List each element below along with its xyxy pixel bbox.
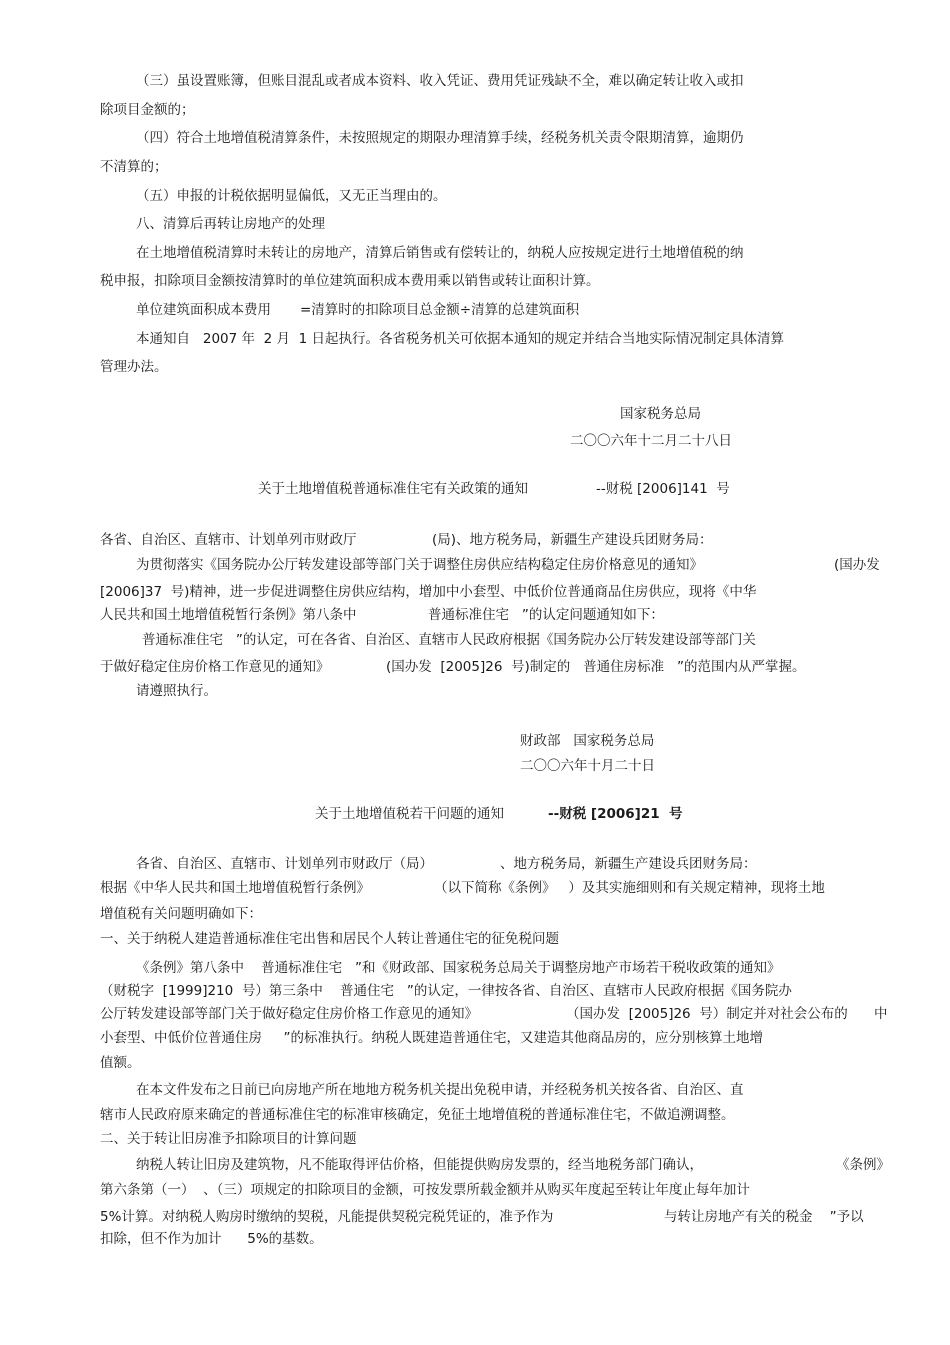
notice2-body1-d: 人民共和国土地增值税暂行条例》第八条中	[100, 607, 357, 623]
section2-p1-f: 扣除，但不作为加计 5%的基数。	[100, 1231, 323, 1247]
notice2-body2-a: 普通标准住宅 ”的认定，可在各省、自治区、直辖市人民政府根据《国务院办公厅转发建设部等部门关	[142, 632, 756, 648]
section2-p1-a: 纳税人转让旧房及建筑物，凡不能取得评估价格，但能提供购房发票的，经当地税务部门确认，	[136, 1157, 703, 1173]
notice3-intro-b: （以下简称《条例》 ）及其实施细则和有关规定精神，现将土地	[434, 880, 825, 896]
notice3-addressees: 各省、自治区、直辖市、计划单列市财政厅（局）	[136, 856, 433, 872]
item3-line1: （三）虽设置账簿，但账目混乱或者成本资料、收入凭证、费用凭证残缺不全，难以确定转让收入或扣	[136, 73, 744, 89]
notice2-closing: 请遵照执行。	[136, 683, 217, 699]
section1-p1-a: 《条例》第八条中 普通标准住宅 ”和《财政部、国家税务总局关于调整房地产市场若干税收政策的通知》	[136, 960, 781, 976]
section2-title: 二、关于转让旧房准予扣除项目的计算问题	[100, 1131, 357, 1147]
notice3-doc-number: --财税 [2006]21 号	[548, 806, 683, 822]
item3-line2: 除项目金额的；	[100, 102, 195, 118]
section8-title: 八、清算后再转让房地产的处理	[136, 216, 325, 232]
section1-p2-b: 辖市人民政府原来确定的普通标准住宅的标准审核确定，免征土地增值税的普通标准住宅，不做追溯调整。	[100, 1107, 735, 1123]
item5: （五）申报的计税依据明显偏低，又无正当理由的。	[136, 188, 447, 204]
notice1-signer: 国家税务总局	[620, 406, 701, 422]
section2-p1-e: 与转让房地产有关的税金 ”予以	[664, 1209, 864, 1225]
section2-p1-b: 《条例》	[836, 1157, 890, 1173]
notice2-body1-c: [2006]37 号)精神，进一步促进调整住房供应结构，增加中小套型、中低价位普通商品住房供应，现将《中华	[100, 584, 757, 600]
notice2-body1-a: 为贯彻落实《国务院办公厅转发建设部等部门关于调整住房供应结构稳定住房价格意见的通知》	[136, 557, 703, 573]
section1-title: 一、关于纳税人建造普通标准住宅出售和居民个人转让普通住宅的征免税问题	[100, 931, 559, 947]
notice2-title: 关于土地增值税普通标准住宅有关政策的通知	[258, 481, 528, 497]
notice2-addressees: 各省、自治区、直辖市、计划单列市财政厅	[100, 532, 357, 548]
notice2-body2-c: (国办发 [2005]26 号)制定的 普通住房标准 ”的范围内从严掌握。	[386, 659, 806, 675]
item4-line2: 不清算的；	[100, 159, 168, 175]
section1-p1-c: 公厅转发建设部等部门关于做好稳定住房价格工作意见的通知》	[100, 1006, 478, 1022]
section8-body-line2: 税申报，扣除项目金额按清算时的单位建筑面积成本费用乘以销售或转让面积计算。	[100, 273, 600, 289]
formula-right: =清算时的扣除项目总金额÷清算的总建筑面积	[300, 302, 580, 318]
section1-p1-b: （财税字 [1999]210 号）第三条中 普通住宅 ”的认定，一律按各省、自治区、直辖市人民政府根据《国务院办	[100, 983, 792, 999]
section2-p1-c: 第六条第（一） 、（三）项规定的扣除项目的金额，可按发票所载金额并从购买年度起至转让年度止每年加计	[100, 1182, 750, 1198]
notice2-date: 二〇〇六年十月二十日	[520, 758, 655, 774]
notice2-body1-e: 普通标准住宅 ”的认定问题通知如下：	[428, 607, 664, 623]
section1-p1-d: （国办发 [2005]26 号）制定并对社会公布的	[566, 1006, 848, 1022]
notice3-intro-a: 根据《中华人民共和国土地增值税暂行条例》	[100, 880, 370, 896]
section1-p2-a: 在本文件发布之日前已向房地产所在地地方税务机关提出免税申请，并经税务机关按各省、自治区、直	[136, 1082, 744, 1098]
notice3-addressees-2: 、地方税务局，新疆生产建设兵团财务局：	[500, 856, 757, 872]
notice3-intro-c: 增值税有关问题明确如下：	[100, 906, 262, 922]
notice1-date: 二〇〇六年十二月二十八日	[570, 433, 732, 449]
effective-line1: 本通知自 2007 年 2 月 1 日起执行。各省税务机关可依据本通知的规定并结合当地实际情况制定具体清算	[136, 331, 784, 347]
section1-p1-e: 中	[874, 1006, 888, 1022]
section1-p1-g: 值额。	[100, 1055, 141, 1071]
section1-p1-f: 小套型、中低价位普通住房 ”的标准执行。纳税人既建造普通住宅，又建造其他商品房的，应分别核算土地增	[100, 1030, 763, 1046]
notice2-addressees-2: (局)、地方税务局，新疆生产建设兵团财务局：	[432, 532, 713, 548]
section2-p1-d: 5%计算。对纳税人购房时缴纳的契税，凡能提供契税完税凭证的，准予作为	[100, 1209, 554, 1225]
notice3-title: 关于土地增值税若干问题的通知	[315, 806, 504, 822]
notice2-body2-b: 于做好稳定住房价格工作意见的通知》	[100, 659, 330, 675]
item4-line1: （四）符合土地增值税清算条件，未按照规定的期限办理清算手续，经税务机关责令限期清算，逾期仍	[136, 130, 744, 146]
formula-left: 单位建筑面积成本费用	[136, 302, 271, 318]
section8-body-line1: 在土地增值税清算时未转让的房地产，清算后销售或有偿转让的，纳税人应按规定进行土地增值税的纳	[136, 245, 744, 261]
notice2-doc-number: --财税 [2006]141 号	[596, 481, 730, 497]
notice2-signer: 财政部 国家税务总局	[520, 733, 655, 749]
effective-line2: 管理办法。	[100, 359, 168, 375]
notice2-body1-b: (国办发	[834, 557, 880, 573]
